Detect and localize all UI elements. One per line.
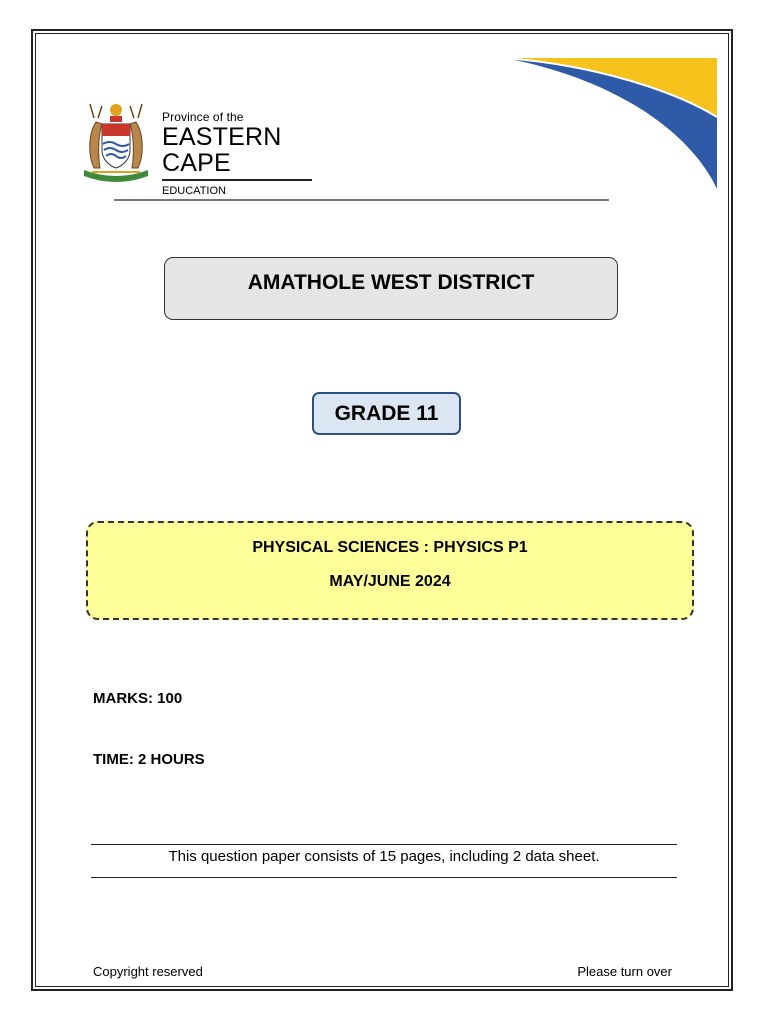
eastern-cape-crest-logo	[76, 100, 156, 184]
grade-box	[312, 392, 461, 435]
footer-copyright: Copyright reserved	[93, 964, 203, 979]
exam-session: MAY/JUNE 2024	[329, 573, 451, 590]
pages-note-top-rule	[91, 844, 677, 845]
footer-turn-over: Please turn over	[577, 964, 672, 979]
pages-note-bottom-rule	[91, 877, 677, 878]
header-divider	[114, 199, 609, 201]
logo-province-name: EASTERN CAPE	[162, 124, 312, 181]
grade-label: GRADE 11	[334, 401, 439, 425]
logo-department: EDUCATION	[162, 185, 226, 197]
logo-province-line: Province of the	[162, 110, 244, 124]
pages-note: This question paper consists of 15 pages, including 2 data sheet.	[168, 848, 600, 865]
eastern-cape-logo-text	[162, 110, 312, 198]
time-label: TIME: 2 HOURS	[93, 751, 205, 768]
subject-box	[86, 521, 694, 620]
district-title: AMATHOLE WEST DISTRICT	[247, 270, 535, 294]
header-swoosh-graphic	[500, 55, 720, 195]
district-title-box	[164, 257, 618, 320]
subject-title: PHYSICAL SCIENCES : PHYSICS P1	[252, 539, 528, 556]
marks-label: MARKS: 100	[93, 690, 183, 707]
